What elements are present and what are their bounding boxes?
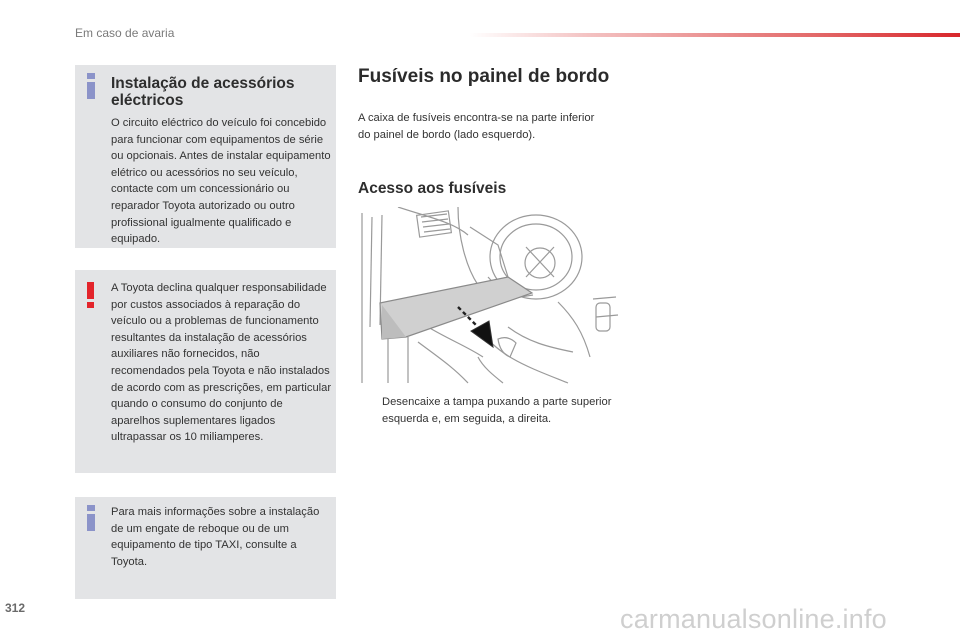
page-number: 312: [5, 601, 26, 615]
fuse-access-heading: Acesso aos fusíveis: [358, 180, 507, 197]
warning-text: A Toyota declina qualquer responsabilidade por custos associados à reparação do veículo ou a problemas de funcionamento resultantes da instalação de acessórios auxiliares não fornecidos, não recomendados pela Toyota e não instalados de acordo com as prescrições, em particular quando o consumo do conjunto de aparelhos suplementares ligados ultrapassar os 10 miliamperes.: [111, 282, 332, 444]
page-title: Fusíveis no painel de bordo: [358, 66, 610, 87]
fuse-box-location-text: A caixa de fusíveis encontra-se na parte inferior do painel de bordo (lado esquerdo).: [358, 112, 595, 141]
accessories-text: O circuito eléctrico do veículo foi concebido para funcionar com equipamentos de série ou opcionais. Antes de instalar equipamento elétrico ou acessórios no seu veículo, contacte com um concessionário ou reparador Toyota autorizado ou outro profissional igualmente qualificado e equipado.: [111, 117, 331, 246]
fuse-cover-removal-step: Desencaixe a tampa puxando a parte superior esquerda e, em seguida, a direita.: [382, 396, 612, 425]
accessories-heading: Instalação de acessórios eléctricos: [111, 75, 295, 109]
section-title: Em caso de avaria: [75, 26, 175, 40]
header-accent-rule: [470, 33, 960, 37]
watermark: carmanualsonline.info: [620, 604, 887, 634]
warning-icon: [87, 282, 97, 308]
dashboard-fuse-cover-illustration: [358, 207, 620, 385]
towing-info-text: Para mais informações sobre a instalação de um engate de reboque ou de um equipamento de tipo TAXI, consulte a Toyota.: [111, 506, 320, 568]
info-icon: [87, 73, 97, 99]
info-icon: [87, 505, 97, 531]
